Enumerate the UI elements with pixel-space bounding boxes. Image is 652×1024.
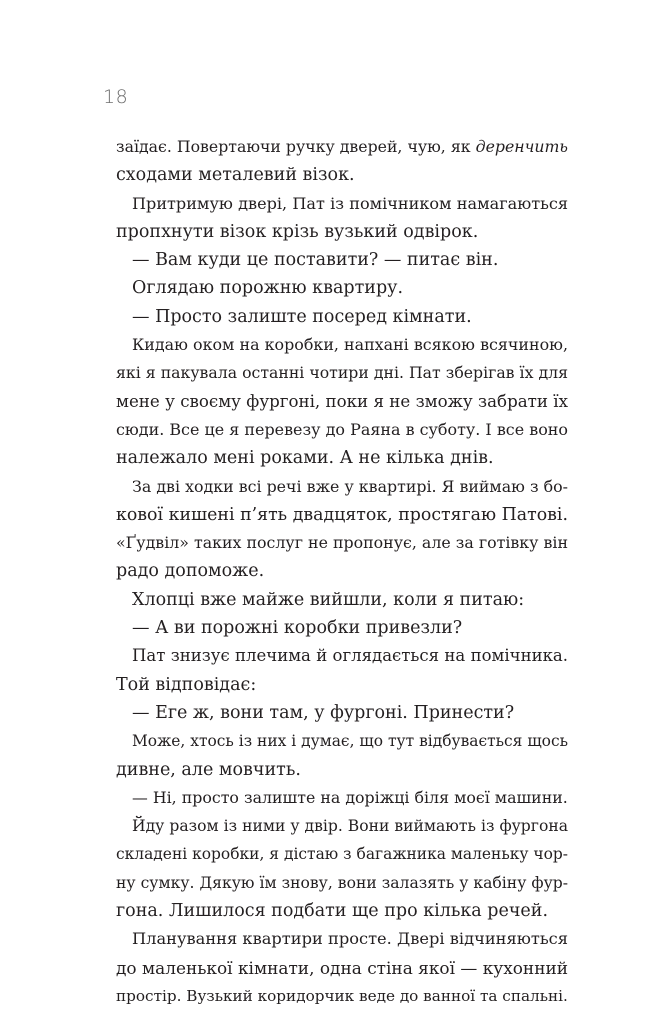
- page-number: 18: [103, 86, 129, 108]
- text-line: [116, 161, 568, 189]
- text-line-content: — Еге ж, вони там, у фургоні. Принести?: [132, 702, 515, 723]
- text-line: [116, 218, 568, 246]
- text-line-content: простір. Вузький коридорчик веде до ванної та спальні.: [116, 986, 568, 1005]
- text-line-content: ну сумку. Дякую їм знову, вони залазять у кабіну фур-: [116, 873, 568, 892]
- text-line: [116, 642, 568, 670]
- italic-word: деренчить: [475, 137, 568, 156]
- text-line-content: заїдає. Повертаючи ручку дверей, чую, як: [116, 137, 476, 156]
- text-line-content: — Ні, просто залиште на доріжці біля моєї машини.: [132, 787, 568, 807]
- text-line: [116, 473, 568, 501]
- text-line: [116, 699, 568, 727]
- text-line-content: Притримую двері, Пат із помічником намагаються: [132, 193, 568, 213]
- text-line: [116, 388, 568, 416]
- text-line: [116, 671, 568, 699]
- text-line-content: Той відповідає:: [116, 674, 257, 695]
- text-line-content: Йду разом із ними у двір. Вони виймають із фургона: [132, 817, 568, 836]
- text-line-content: Може, хтось із них і думає, що тут відбувається щось: [132, 732, 568, 751]
- text-line: [116, 954, 568, 982]
- text-line: [116, 756, 568, 784]
- text-line-content: Оглядаю порожню квартиру.: [132, 278, 404, 299]
- text-line: [116, 416, 568, 444]
- text-line-content: Хлопці вже майже вийшли, коли я питаю:: [132, 589, 525, 610]
- text-line-content: — Вам куди це поставити? — питає він.: [132, 250, 499, 271]
- text-line-content: кової кишені п’ять двадцяток, простягаю Патові.: [116, 504, 568, 525]
- body-text: [116, 133, 568, 1010]
- text-line-content: сходами металевий візок.: [116, 165, 355, 186]
- text-line: [116, 303, 568, 331]
- text-line: [116, 359, 568, 387]
- text-line: [116, 614, 568, 642]
- text-line-content: Планування квартири просте. Двері відчиняються: [132, 929, 568, 949]
- text-line: [116, 727, 568, 755]
- text-line: [116, 444, 568, 472]
- text-line: [116, 869, 568, 897]
- text-line: [116, 331, 568, 359]
- text-line-content: — А ви порожні коробки привезли?: [132, 618, 463, 639]
- text-line-content: до маленької кімнати, одна стіна якої — кухонний: [116, 957, 568, 978]
- text-line-content: складені коробки, я дістаю з багажника маленьку чор-: [116, 845, 568, 864]
- text-line: [116, 812, 568, 840]
- text-line: [116, 897, 568, 925]
- text-line: [116, 784, 568, 812]
- text-line-content: пропхнути візок крізь вузький одвірок.: [116, 221, 479, 242]
- text-line-content: — Просто залиште посеред кімнати.: [132, 306, 472, 327]
- text-line-content: які я пакувала останні чотири дні. Пат зберігав їх для: [116, 363, 568, 383]
- text-line: [116, 246, 568, 274]
- text-line-content: Пат знизує плечима й оглядається на помічника.: [132, 646, 568, 666]
- text-line: [116, 274, 568, 302]
- text-line-content: «Ґудвіл» таких послуг не пропонує, але за готівку він: [116, 533, 568, 553]
- text-line-content: гона. Лишилося подбати ще про кілька речей.: [116, 901, 549, 922]
- text-line: [116, 529, 568, 557]
- text-line-content: мене у своєму фургоні, поки я не зможу забрати їх: [116, 391, 568, 411]
- text-line-content: радо допоможе.: [116, 561, 265, 582]
- text-line-content: сюди. Все це я перевезу до Раяна в суботу. І все воно: [116, 419, 568, 439]
- text-line: [116, 586, 568, 614]
- text-line: [116, 982, 568, 1010]
- text-line: [116, 925, 568, 953]
- text-line: [116, 840, 568, 868]
- text-line-content: дивне, але мовчить.: [116, 759, 301, 780]
- text-line-content: Кидаю оком на коробки, напхані всякою всячиною,: [132, 335, 568, 355]
- text-line: [116, 190, 568, 218]
- text-line-content: належало мені роками. А не кілька днів.: [116, 448, 494, 469]
- text-line: [116, 557, 568, 585]
- text-line: [116, 133, 568, 161]
- text-line-content: За дві ходки всі речі вже у квартирі. Я виймаю з бо-: [132, 476, 568, 496]
- text-line: [116, 501, 568, 529]
